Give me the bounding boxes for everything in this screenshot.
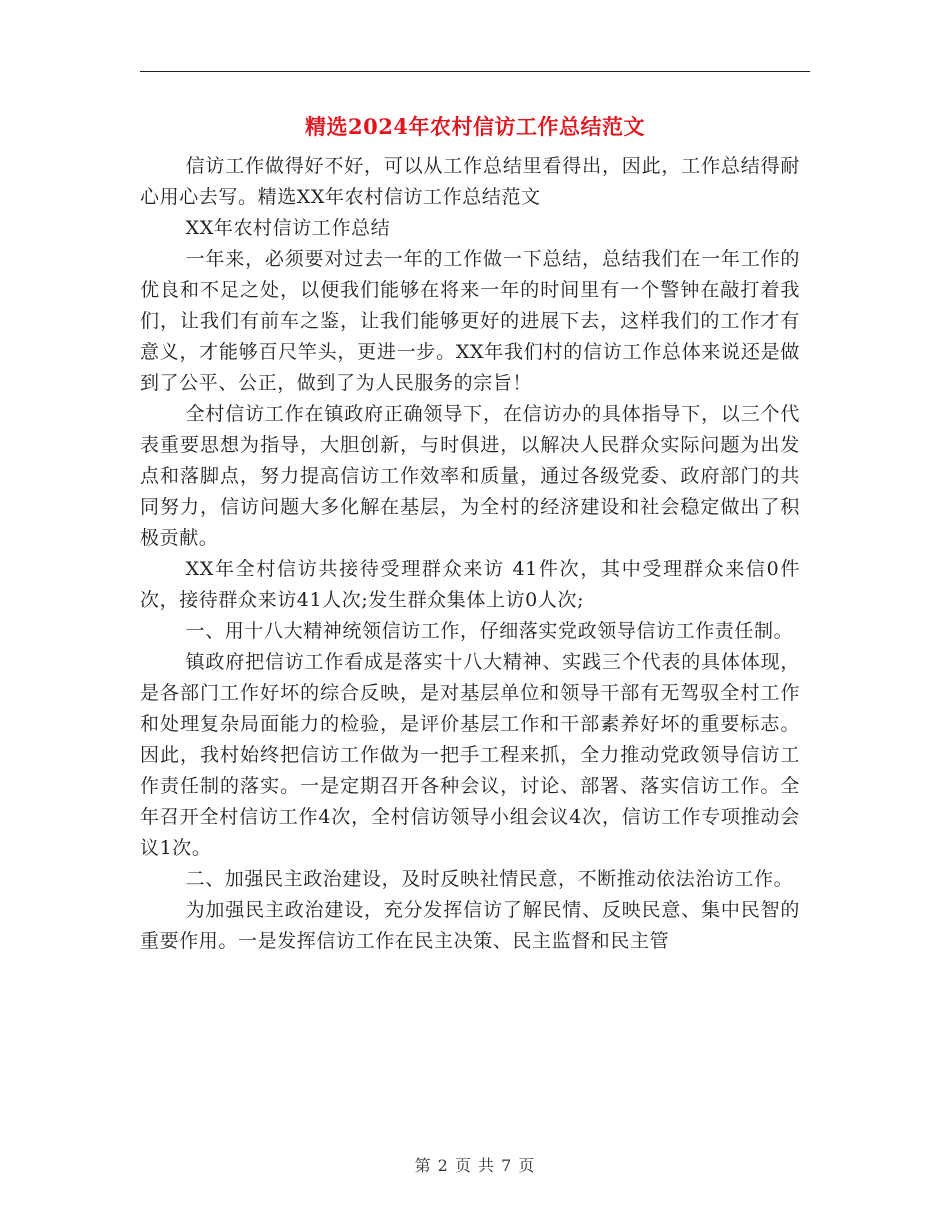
section-heading: 一、用十八大精神统领信访工作，仔细落实党政领导信访工作责任制。 [185,620,794,642]
paragraph: 镇政府把信访工作看成是落实十八大精神、实践三个代表的具体体现，是各部门工作好坏的综合反映，是对基层单位和领导干部有无驾驭全村工作和处理复杂局面能力的检验，是评价基层工作和干部素养好坏的重要标志。因此，我村始终把信访工作做为一把手工程来抓，全力推动党政领导信访工作责任制的落实。一是定期召开各种会议，讨论、部署、落实信访工作。全年召开全村信访工作4次，全村信访领导小组会议4次，信访工作专项推动会议1次。 [140,651,800,859]
document-title: 精选2024年农村信访工作总结范文 [305,114,645,139]
section-heading: 二、加强民主政治建设，及时反映社情民意，不断推动依法治访工作。 [185,868,794,890]
paragraph: 全村信访工作在镇政府正确领导下，在信访办的具体指导下，以三个代表重要思想为指导，大胆创新，与时俱进，以解决人民群众实际问题为出发点和落脚点，努力提高信访工作效率和质量，通过各级党委、政府部门的共同努力，信访问题大多化解在基层，为全村的经济建设和社会稳定做出了积极贡献。 [140,403,800,549]
document-body [140,151,800,957]
paragraph: 为加强民主政治建设，充分发挥信访了解民情、反映民意、集中民智的重要作用。一是发挥信访工作在民主决策、民主监督和民主管 [140,899,800,952]
paragraph: XX年全村信访共接待受理群众来访 41件次，其中受理群众来信0件次，接待群众来访41人次;发生群众集体上访0人次; [140,558,800,611]
paragraph: XX年农村信访工作总结 [185,217,391,239]
header-rule [140,71,810,72]
page-number: 第 2 页 共 7 页 [414,1156,536,1175]
paragraph: 一年来，必须要对过去一年的工作做一下总结，总结我们在一年工作的优良和不足之处，以便我们能够在将来一年的时间里有一个警钟在敲打着我们，让我们有前车之鉴，让我们能够更好的进展下去，这样我们的工作才有意义，才能够百尺竿头，更进一步。XX年我们村的信访工作总体来说还是做到了公平、公正，做到了为人民服务的宗旨！ [140,248,800,394]
paragraph: 信访工作做得好不好，可以从工作总结里看得出，因此，工作总结得耐心用心去写。精选XX年农村信访工作总结范文 [140,155,800,208]
